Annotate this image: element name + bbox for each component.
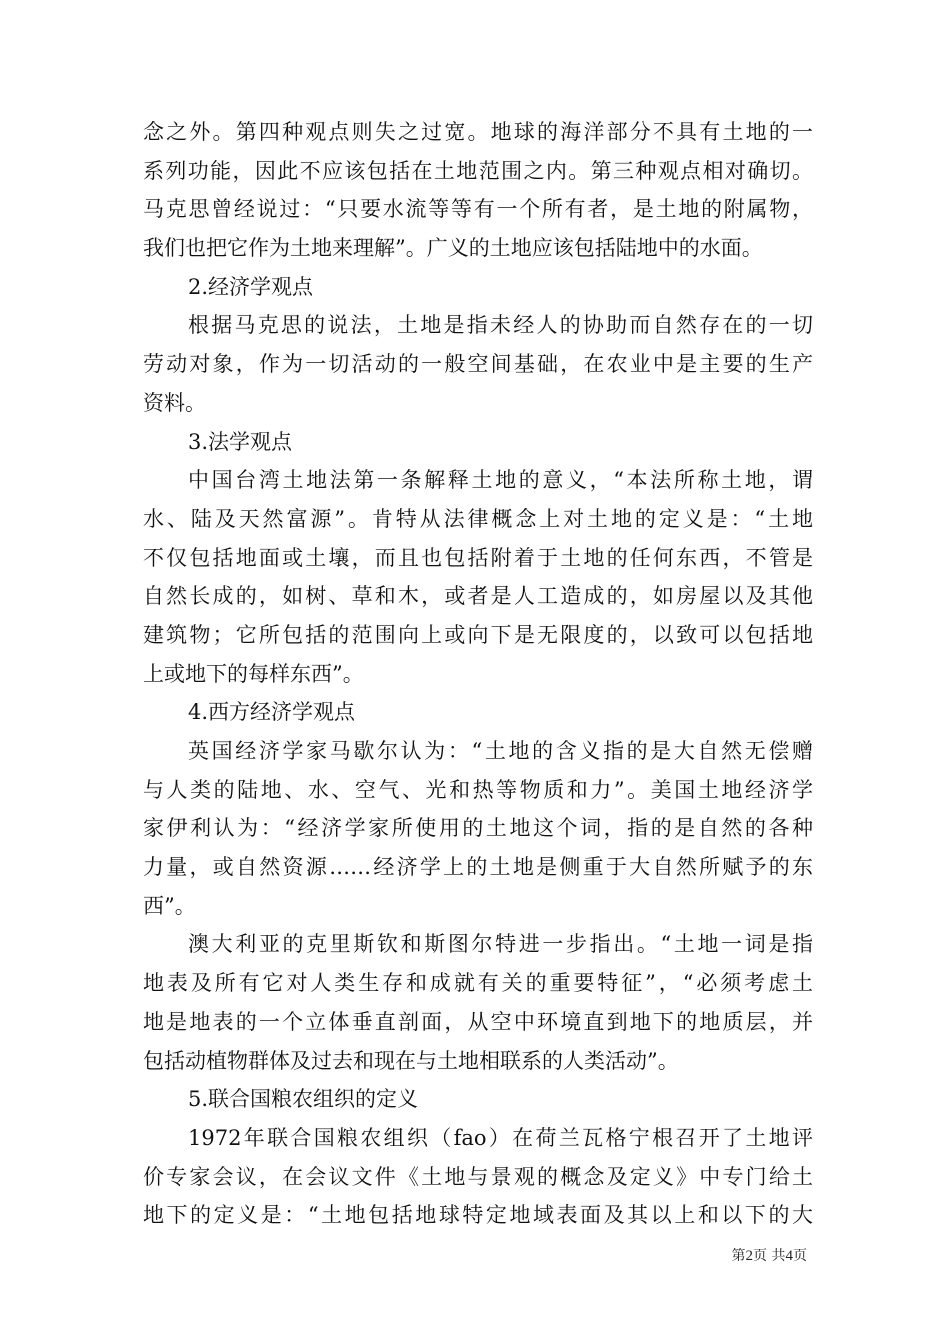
footer-prefix: 第 xyxy=(731,1248,746,1264)
text-line: 价专家会议，在会议文件《土地与景观的概念及定义》中专门给土 xyxy=(143,1164,813,1189)
document-body xyxy=(143,113,813,1235)
text-line: 家伊利认为：“经济学家所使用的土地这个词，指的是自然的各种 xyxy=(143,816,813,841)
text-line: 英国经济学家马歇尔认为：“土地的含义指的是大自然无偿赠 xyxy=(188,739,813,763)
text-line: 根据马克思的说法，土地是指未经人的协助而自然存在的一切 xyxy=(188,313,813,338)
section-heading: 4.西方经济学观点 xyxy=(188,700,356,725)
text-line: 水、陆及天然富源”。肯特从法律概念上对土地的定义是：“土地 xyxy=(143,506,813,531)
text-line: 劳动对象，作为一切活动的一般空间基础，在农业中是主要的生产 xyxy=(143,352,813,377)
text-line: 资料。 xyxy=(143,390,206,415)
section-heading: 2.经济学观点 xyxy=(188,274,314,299)
current-page-number: 2 xyxy=(745,1248,754,1264)
text-line: 地是地表的一个立体垂直剖面，从空中环境直到地下的地质层，并 xyxy=(143,1009,813,1034)
text-line: 马克思曾经说过：“只要水流等等有一个所有者，是土地的附属物， xyxy=(143,197,813,222)
page-footer xyxy=(732,1247,807,1265)
total-page-number: 4 xyxy=(785,1248,793,1264)
text-line: 澳大利亚的克里斯钦和斯图尔特进一步指出。“土地一词是指 xyxy=(188,932,813,957)
text-line: 系列功能，因此不应该包括在土地范围之内。第三种观点相对确切。 xyxy=(143,158,813,183)
footer-middle: 页 共 xyxy=(753,1248,786,1264)
footer-suffix: 页 xyxy=(793,1248,807,1264)
text-line: 1972年联合国粮农组织（fao）在荷兰瓦格宁根召开了土地评 xyxy=(188,1125,813,1150)
section-heading: 3.法学观点 xyxy=(188,429,293,454)
text-line: 包括动植物群体及过去和现在与土地相联系的人类活动”。 xyxy=(143,1048,679,1073)
text-line: 上或地下的每样东西”。 xyxy=(143,661,364,686)
text-line: 不仅包括地面或土壤，而且也包括附着于土地的任何东西，不管是 xyxy=(143,545,813,570)
text-line: 念之外。第四种观点则失之过宽。地球的海洋部分不具有土地的一 xyxy=(143,120,813,144)
text-line: 西”。 xyxy=(143,893,196,918)
section-heading: 5.联合国粮农组织的定义 xyxy=(188,1087,419,1112)
text-line: 我们也把它作为土地来理解”。广义的土地应该包括陆地中的水面。 xyxy=(143,236,763,261)
text-line: 建筑物；它所包括的范围向上或向下是无限度的，以致可以包括地 xyxy=(143,622,813,647)
text-line: 地下的定义是：“土地包括地球特定地域表面及其以上和以下的大 xyxy=(143,1203,813,1228)
text-line: 地表及所有它对人类生存和成就有关的重要特征”，“必须考虑土 xyxy=(143,971,813,996)
text-line: 自然长成的，如树、草和木，或者是人工造成的，如房屋以及其他 xyxy=(143,584,813,609)
text-line: 与人类的陆地、水、空气、光和热等物质和力”。美国土地经济学 xyxy=(143,777,813,802)
text-line: 中国台湾土地法第一条解释土地的意义，“本法所称土地，谓 xyxy=(188,468,813,493)
text-line: 力量，或自然资源……经济学上的土地是侧重于大自然所赋予的东 xyxy=(143,855,813,880)
